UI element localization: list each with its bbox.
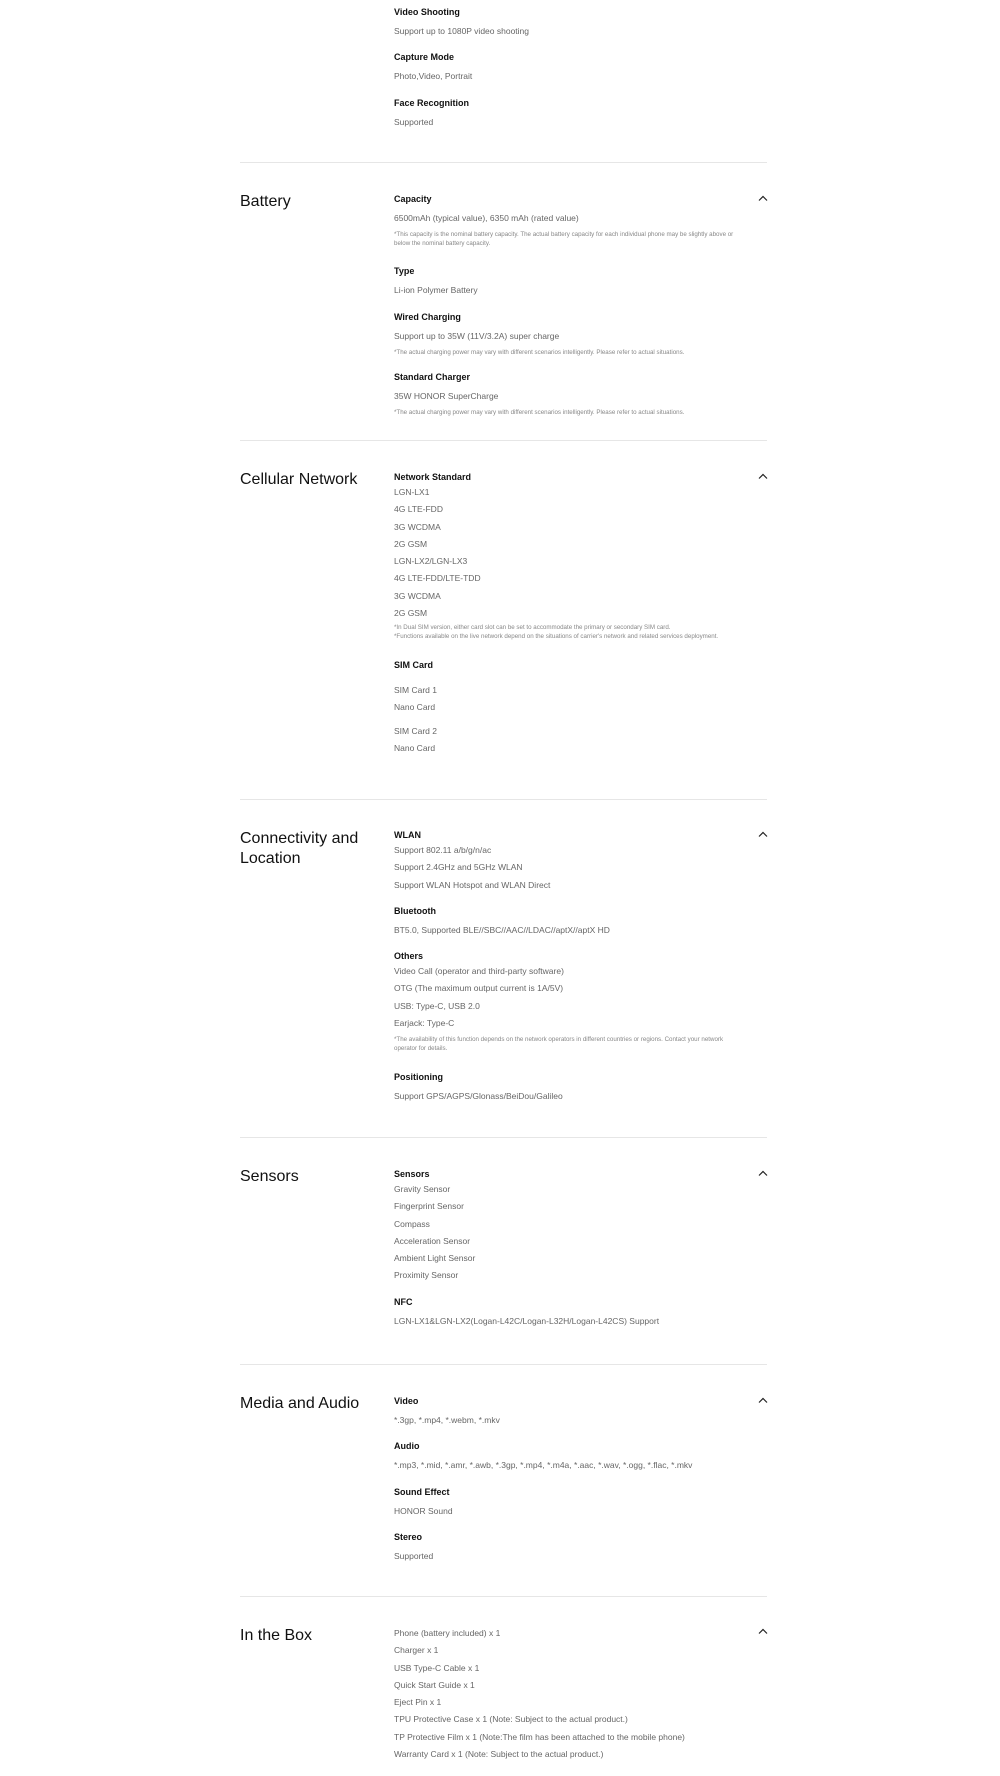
- chevron-up-icon[interactable]: [757, 1169, 769, 1179]
- spec-item: [394, 1486, 739, 1520]
- spec-item: [394, 905, 739, 939]
- spec-heading: Standard Charger: [394, 371, 471, 382]
- chevron-up-icon[interactable]: [757, 830, 769, 840]
- section-divider: [240, 440, 767, 441]
- spec-value: 2G GSM: [394, 538, 428, 549]
- chevron-up-icon[interactable]: [757, 194, 769, 204]
- list-item: Eject Pin x 1: [394, 1697, 442, 1708]
- spec-note: *The actual charging power may vary with different scenarios intelligently. Please refer to actual situations.: [394, 408, 685, 416]
- spec-heading: Others: [394, 951, 424, 962]
- cellular-network-specs: [394, 471, 739, 758]
- spec-item: [394, 51, 739, 85]
- spec-value: Support up to 1080P video shooting: [394, 26, 530, 36]
- spec-value: 3G WCDMA: [394, 521, 441, 532]
- spec-heading: Audio: [394, 1441, 420, 1452]
- spec-heading: Capture Mode: [394, 52, 455, 63]
- spec-value: Support 802.11 a/b/g/n/ac: [394, 845, 492, 855]
- spec-item: [394, 471, 739, 642]
- section-divider: [240, 162, 767, 163]
- section-title-connectivity-location: Connectivity and Location: [240, 830, 359, 867]
- connectivity-specs: [394, 829, 739, 1105]
- spec-value: LGN-LX1: [394, 487, 430, 497]
- chevron-up-icon[interactable]: [757, 1627, 769, 1637]
- section-divider: [240, 1137, 767, 1138]
- spec-heading: Positioning: [394, 1071, 443, 1082]
- spec-value: 4G LTE-FDD/LTE-TDD: [394, 573, 481, 584]
- spec-value: *.mp3, *.mid, *.amr, *.awb, *.3gp, *.mp4, *.m4a, *.aac, *.wav, *.ogg, *.flac, *.mkv: [394, 1460, 693, 1471]
- spec-heading: SIM Card: [394, 659, 434, 670]
- spec-item: [394, 829, 739, 894]
- spec-value: LGN-LX2/LGN-LX3: [394, 556, 468, 567]
- list-item: TP Protective Film x 1 (Note:The film has been attached to the mobile phone): [394, 1731, 685, 1742]
- section-divider: [240, 1364, 767, 1365]
- battery-specs: [394, 193, 739, 418]
- spec-value: OTG (The maximum output current is 1A/5V): [394, 983, 564, 994]
- spec-item: [394, 1296, 739, 1330]
- spec-value: Compass: [394, 1218, 430, 1229]
- spec-value: Fingerprint Sensor: [394, 1201, 464, 1212]
- spec-value: SIM Card 2: [394, 726, 437, 737]
- spec-heading: NFC: [394, 1296, 413, 1307]
- spec-value: Support up to 35W (11V/3.2A) super charge: [394, 330, 560, 341]
- spec-value: Support 2.4GHz and 5GHz WLAN: [394, 862, 523, 873]
- spec-note: *In Dual SIM version, either card slot can be set to accommodate the primary or secondary SIM card.: [394, 624, 671, 632]
- list-item: Warranty Card x 1 (Note: Subject to the actual product.): [394, 1749, 604, 1760]
- spec-heading: Video: [394, 1396, 419, 1406]
- chevron-up-icon[interactable]: [757, 1396, 769, 1406]
- spec-item: [394, 193, 739, 248]
- media-audio-specs: [394, 1395, 739, 1565]
- spec-item: [394, 265, 739, 299]
- spec-item: [394, 97, 739, 131]
- spec-heading: Type: [394, 266, 415, 277]
- spec-item: [394, 1440, 739, 1474]
- list-item: TPU Protective Case x 1 (Note: Subject to the actual product.): [394, 1714, 628, 1725]
- spec-item: [394, 659, 739, 758]
- spec-item: [394, 371, 739, 418]
- list-item: USB Type-C Cable x 1: [394, 1662, 480, 1673]
- section-title-cellular-network: Cellular Network: [240, 471, 358, 488]
- spec-value: Supported: [394, 1550, 434, 1561]
- spec-value: Supported: [394, 116, 434, 127]
- spec-item: [394, 950, 739, 1053]
- spec-heading: Sound Effect: [394, 1486, 450, 1497]
- spec-heading: WLAN: [394, 830, 421, 840]
- spec-note: *The availability of this function depends on the network operators in different countries or regions. Contact your network operator for details.: [394, 1036, 724, 1052]
- in-the-box-list: [394, 1625, 739, 1763]
- spec-value: LGN-LX1&LGN-LX2(Logan-L42C/Logan-L32H/Logan-L42CS) Support: [394, 1315, 660, 1326]
- spec-value: *.3gp, *.mp4, *.webm, *.mkv: [394, 1415, 500, 1425]
- spec-heading: Stereo: [394, 1531, 423, 1542]
- spec-value: SIM Card 1: [394, 684, 437, 695]
- section-title-in-the-box: In the Box: [240, 1627, 313, 1644]
- spec-item: [394, 1071, 739, 1105]
- camera-section-tail: [394, 6, 739, 131]
- section-title-sensors: Sensors: [240, 1168, 299, 1185]
- spec-value: Gravity Sensor: [394, 1184, 451, 1194]
- spec-item: [394, 1168, 739, 1285]
- spec-heading: Wired Charging: [394, 311, 461, 322]
- spec-value: Earjack: Type-C: [394, 1018, 455, 1029]
- spec-group: [394, 723, 739, 758]
- list-item: Phone (battery included) x 1: [394, 1628, 501, 1638]
- spec-value: 3G WCDMA: [394, 590, 441, 601]
- spec-value: Li-ion Polymer Battery: [394, 285, 478, 296]
- spec-value: BT5.0, Supported BLE//SBC//AAC//LDAC//aptX//aptX HD: [394, 924, 610, 935]
- sensors-specs: [394, 1168, 739, 1330]
- spec-value: 2G GSM: [394, 608, 428, 619]
- section-divider: [240, 799, 767, 800]
- spec-value: Proximity Sensor: [394, 1270, 459, 1281]
- spec-item: [394, 1395, 739, 1429]
- list-item: Quick Start Guide x 1: [394, 1679, 475, 1690]
- spec-item: [394, 311, 739, 358]
- spec-heading: Face Recognition: [394, 97, 470, 108]
- spec-note: *The actual charging power may vary with different scenarios intelligently. Please refer to actual situations.: [394, 349, 685, 357]
- spec-value: Video Call (operator and third-party software): [394, 966, 564, 977]
- spec-value: Ambient Light Sensor: [394, 1253, 476, 1264]
- spec-value: Support WLAN Hotspot and WLAN Direct: [394, 879, 551, 890]
- spec-value: Photo,Video, Portrait: [394, 71, 473, 82]
- spec-heading: Capacity: [394, 194, 432, 204]
- spec-note: *This capacity is the nominal battery capacity. The actual battery capacity for each individual phone may be slightly above or below the nominal battery capacity.: [394, 231, 734, 247]
- spec-heading: Bluetooth: [394, 905, 436, 916]
- spec-group: [394, 682, 739, 717]
- spec-heading: Network Standard: [394, 472, 472, 482]
- spec-heading: Sensors: [394, 1169, 430, 1179]
- spec-value: 4G LTE-FDD: [394, 504, 443, 515]
- spec-heading: Video Shooting: [394, 7, 460, 17]
- spec-value: 6500mAh (typical value), 6350 mAh (rated value): [394, 213, 579, 223]
- spec-item: [394, 6, 739, 40]
- section-title-media-audio: Media and Audio: [240, 1395, 360, 1412]
- spec-value: HONOR Sound: [394, 1505, 453, 1516]
- spec-note: *Functions available on the live network depend on the situations of carrier's network and related services deployment.: [394, 632, 719, 640]
- spec-item: [394, 1531, 739, 1565]
- spec-value: Acceleration Sensor: [394, 1235, 471, 1246]
- chevron-up-icon[interactable]: [757, 472, 769, 482]
- spec-value: Nano Card: [394, 701, 436, 712]
- section-title-battery: Battery: [240, 193, 291, 210]
- section-divider: [240, 1596, 767, 1597]
- spec-value: 35W HONOR SuperCharge: [394, 390, 499, 401]
- list-item: Charger x 1: [394, 1645, 439, 1656]
- spec-value: USB: Type-C, USB 2.0: [394, 1000, 480, 1011]
- spec-value: Support GPS/AGPS/Glonass/BeiDou/Galileo: [394, 1090, 563, 1101]
- spec-value: Nano Card: [394, 743, 436, 754]
